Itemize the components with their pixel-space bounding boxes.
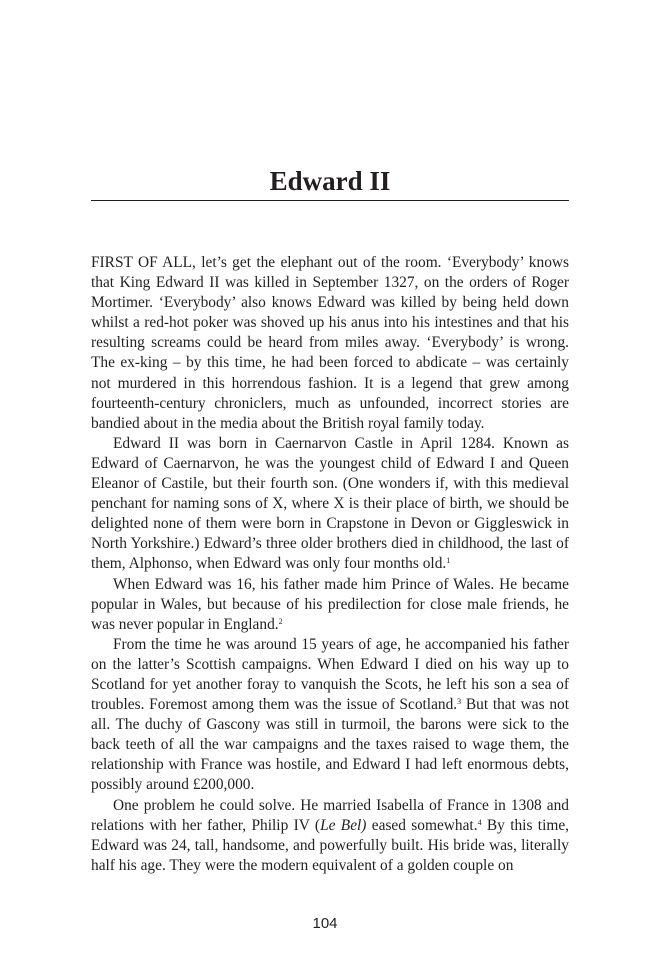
page-number: 104	[312, 915, 338, 932]
chapter-title: Edward II	[269, 166, 391, 196]
paragraph-text: Edward II was born in Caernarvon Castle in April 1284. Known as Edward of Caernarvon, he was the youngest child of Edward I and Queen Eleanor of Castile, but their fourth son. (One wonders if, with this medieval penchant for naming sons of X, where X is their place of birth, we should be delighted none of them were born in Crapstone in Devon or Giggleswick in North Yorkshire.) Edward’s three older brothers died in childhood, the last of them, Alphonso, when Edward was only four months old.	[91, 434, 569, 573]
paragraph-text: From the time he was around 15 years of age, he accompanied his father on the latter’s Scottish campaigns. When Edward I died on his way up to Scotland for yet another foray to vanquish the Scots, he left his son a sea of troubles. Foremost among them was the issue of Scotland.	[91, 635, 569, 714]
body-text	[91, 253, 569, 876]
paragraph-text: When Edward was 16, his father made him Prince of Wales. He became popular in Wales, but because of his predilection for close male friends, he was never popular in England.	[91, 575, 569, 633]
paragraph-text: But that was not all. The duchy of Gascony was still in turmoil, the barons were sick to the back teeth of all the war campaigns and the taxes raised to wage them, the relationship with France was hostile, and Edward I had left enormous debts, possibly around £200,000.	[91, 696, 569, 794]
paragraph-text: One problem he could solve. He married Isabella of France in 1308 and relations with her father, Philip IV (	[91, 796, 569, 834]
paragraph	[91, 575, 569, 635]
title-rule	[91, 200, 569, 201]
italic-text: Le Bel)	[320, 816, 367, 834]
footnote-ref: 1	[446, 556, 451, 566]
paragraph-text: FIRST OF ALL, let’s get the elephant out of the room. ‘Everybody’ knows that King Edward II was killed in September 1327, on the orders of Roger Mortimer. ‘Everybody’ also knows Edward was killed by being held down whilst a red-hot poker was shoved up his anus into his intestines and that his resulting screams could be heard from miles away. ‘Everybody’ is wrong. The ex-king – by this time, he had been forced to abdicate – was certainly not murdered in this horrendous fashion. It is a legend that grew among fourteenth-century chroniclers, much as unfounded, incorrect stories are bandied about in the media about the British royal family today.	[91, 254, 569, 432]
paragraph-text: By this time, Edward was 24, tall, handsome, and powerfully built. His bride was, literally half his age. They were the modern equivalent of a golden couple on	[91, 816, 569, 874]
footnote-ref: 3	[457, 697, 462, 707]
footnote-ref: 2	[278, 616, 283, 626]
paragraph	[91, 635, 569, 796]
paragraph	[91, 796, 569, 876]
paragraph-text: eased somewhat.	[366, 816, 478, 834]
paragraph	[91, 253, 569, 434]
footnote-ref: 4	[477, 817, 482, 827]
paragraph	[91, 434, 569, 575]
